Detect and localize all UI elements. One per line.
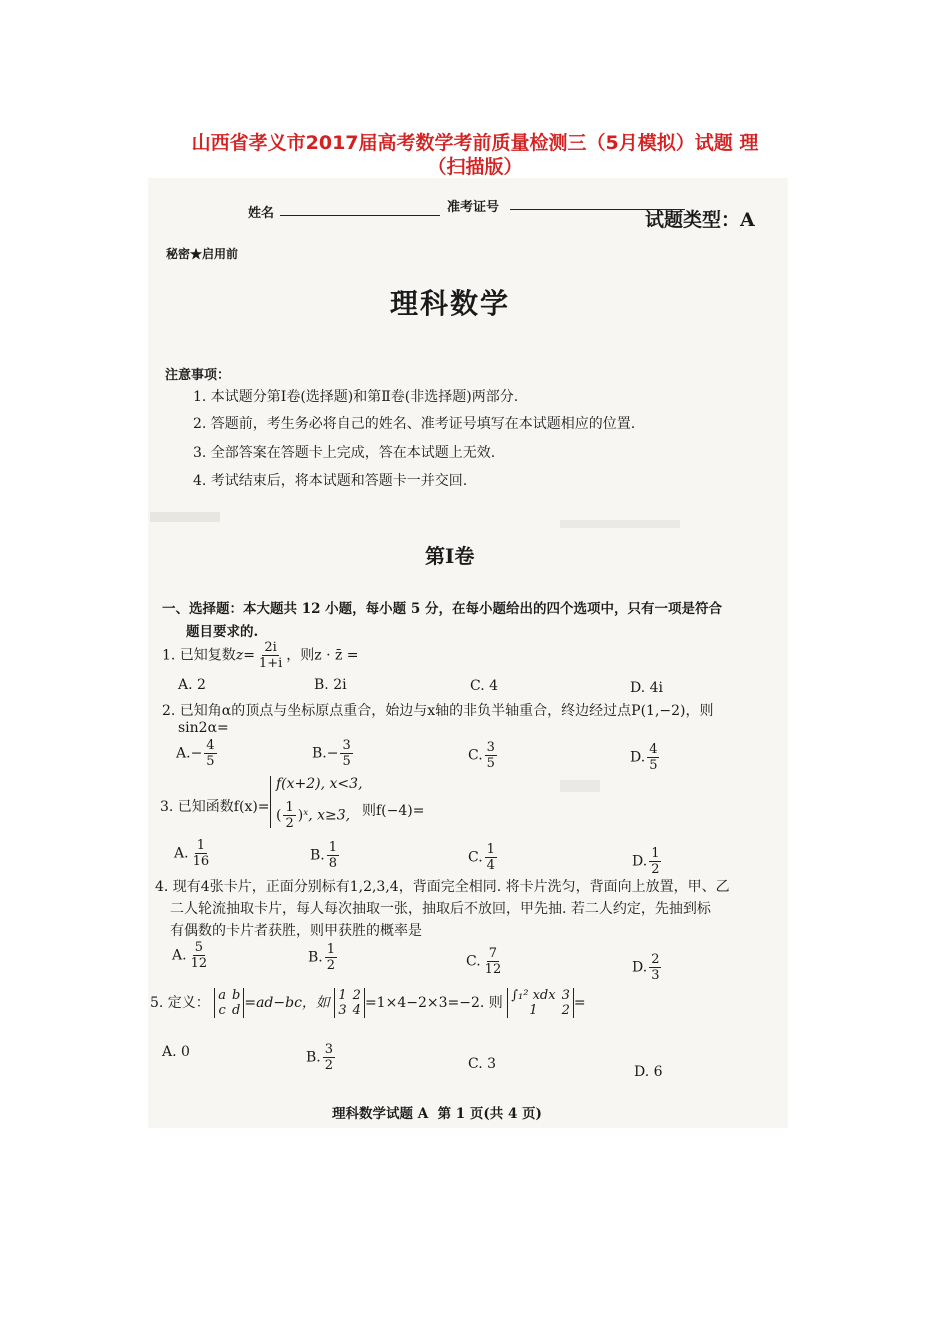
question-2-line2: sin2α= [178, 720, 229, 736]
determinant-question: ∫₁² xdx 3 1 2 [507, 988, 574, 1018]
q3-option-c: C. $\frac{1}{4}$ [468, 842, 495, 873]
question-5: 5. 定义： a b c d =ad−bc，如 1 2 3 4 =1×4−2×3=−2. 则 ∫₁² xdx 3 1 2 = [150, 988, 586, 1018]
q5-option-b: B. $\frac{3}{2}$ [306, 1042, 334, 1073]
question-2-line1: 2. 已知角α的顶点与坐标原点重合，始边与x轴的非负半轴重合，终边经过点P(1,−2)，则 [162, 703, 714, 719]
question-1: 1. 已知复数z= $\frac{2i}{1+i}$ ，则z · z̄ = [162, 640, 359, 671]
q4-option-a: A. $\frac{5}{12}$ [172, 940, 208, 971]
note-item: 2. 答题前，考生务必将自己的姓名、准考证号填写在本试题相应的位置. [193, 416, 636, 432]
secret-label: 秘密★启用前 [166, 247, 239, 261]
question-4-line1: 4. 现有4张卡片，正面分别标有1,2,3,4，背面完全相同. 将卡片洗匀，背面向上放置，甲、乙 [155, 879, 730, 895]
id-label: 准考证号 [447, 200, 500, 215]
note-item: 1. 本试题分第Ⅰ卷(选择题)和第Ⅱ卷(非选择题)两部分. [193, 389, 519, 405]
q5-option-d: D. 6 [634, 1064, 663, 1080]
q3-option-b: B. $\frac{1}{8}$ [310, 840, 338, 871]
section-heading-line1: 一、选择题：本大题共 12 小题，每小题 5 分，在每小题给出的四个选项中，只有一项是符合 [162, 601, 722, 617]
question-3-prefix: 3. 已知函数f(x)= [160, 799, 270, 815]
q4-option-b: B. $\frac{1}{2}$ [308, 942, 336, 973]
name-underline [280, 215, 440, 216]
q2-option-d: D. $\frac{4}{5}$ [630, 742, 658, 773]
question-4-line2: 二人轮流抽取卡片，每人每次抽取一张，抽取后不放回，甲先抽. 若二人约定，先抽到标 [170, 901, 711, 917]
q2-option-c: C. $\frac{3}{5}$ [468, 740, 495, 771]
q1-option-d: D. 4i [630, 680, 664, 696]
q2-option-a: A.− $\frac{4}{5}$ [176, 738, 215, 769]
note-item: 4. 考试结束后，将本试题和答题卡一并交回. [193, 473, 468, 489]
question-4-line3: 有偶数的卡片者获胜，则甲获胜的概率是 [170, 923, 422, 939]
exam-title: 理科数学 [390, 287, 511, 320]
question-3-suffix: 则f(−4)= [362, 803, 425, 819]
scan-smudge [150, 512, 220, 522]
q1-option-b: B. 2i [314, 677, 347, 693]
page-footer: 理科数学试题 A 第 1 页(共 4 页) [332, 1106, 542, 1122]
q3-case-1: f(x+2), x<3, [276, 776, 363, 792]
name-label: 姓名 [248, 206, 275, 221]
volume-title: 第Ⅰ卷 [425, 544, 475, 568]
q3-case-2: ( $\frac{1}{2}$ )ˣ, x≥3, [276, 800, 351, 831]
q5-option-a: A. 0 [162, 1044, 190, 1060]
q4-option-d: D. $\frac{2}{3}$ [632, 952, 660, 983]
q2-option-b: B.− $\frac{3}{5}$ [312, 738, 351, 769]
q3-brace [270, 776, 275, 828]
q4-option-c: C. $\frac{7}{12}$ [466, 946, 502, 977]
scan-smudge [560, 520, 680, 528]
q5-option-c: C. 3 [468, 1056, 497, 1072]
notes-heading: 注意事项： [165, 368, 231, 383]
document-title-line1: 山西省孝义市2017届高考数学考前质量检测三（5月模拟）试题 理 [191, 132, 759, 154]
determinant-example: 1 2 3 4 [334, 988, 365, 1018]
scan-smudge [560, 780, 600, 792]
determinant-definition: a b c d [214, 988, 244, 1018]
q1-option-c: C. 4 [470, 678, 499, 694]
exam-type-label: 试题类型：A [645, 209, 755, 231]
q3-option-d: D. $\frac{1}{2}$ [632, 846, 660, 877]
q1-option-a: A. 2 [178, 677, 206, 693]
note-item: 3. 全部答案在答题卡上完成，答在本试题上无效. [193, 445, 496, 461]
document-title-line2: （扫描版） [427, 156, 523, 178]
q3-option-a: A. $\frac{1}{16}$ [174, 838, 210, 869]
section-heading-line2: 题目要求的. [186, 624, 259, 640]
